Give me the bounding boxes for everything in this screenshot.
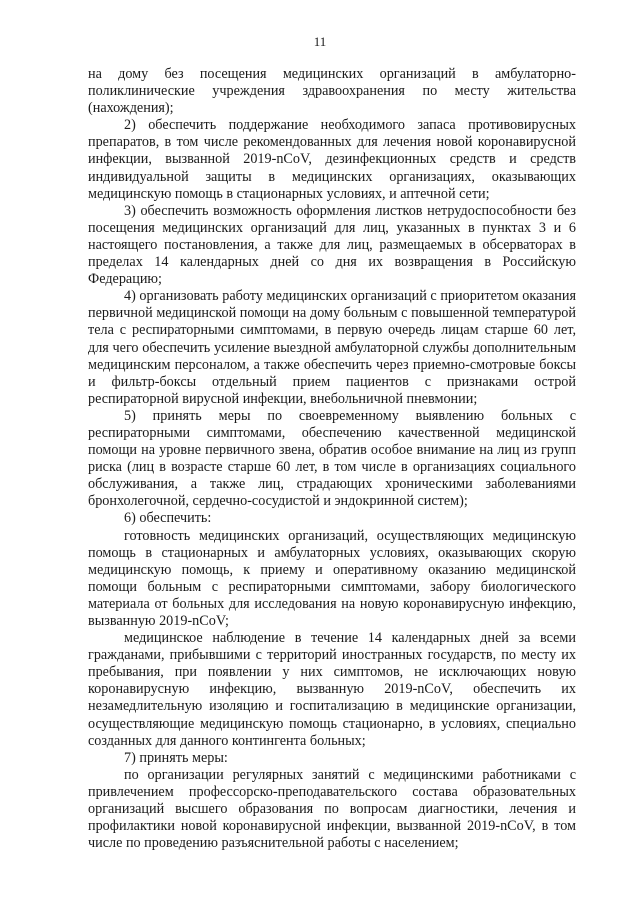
paragraph-training: по организации регулярных занятий с медицинскими работниками с привлечением профессорско-преподавательского состава образовательных организаций высшего образования по вопросам диагностики, лечения и профилактики новой коронавирусной инфекции, вызванной 2019-nCoV, в том числе по проведению разъяснительной работы с населением; (88, 766, 576, 852)
paragraph-item-5-detection: 5) принять меры по своевременному выявлению больных с респираторными симптомами, обеспечению качественной медицинской помощи на уровне первичного звена, обратив особое внимание на лиц из групп риска (лиц в возрасте старше 60 лет, в том числе в организациях социального обслуживания, а также лиц, страдающих хроническими заболеваниями бронхолегочной, сердечно-сосудистой и эндокринной систем); (88, 407, 576, 510)
paragraph-observation: медицинское наблюдение в течение 14 календарных дней за всеми гражданами, прибывшими с территорий иностранных государств, по месту их пребывания, при появлении у них симптомов, не исключающих новую коронавирусную инфекцию, вызванную 2019-nCoV, обеспечить их незамедлительную изоляцию и госпитализацию в медицинские организации, осуществляющие медицинскую помощь стационарно, в условиях, специально созданных для данного контингента больных; (88, 630, 576, 749)
paragraph-readiness: готовность медицинских организаций, осуществляющих медицинскую помощь в стационарных и амбулаторных условиях, оказывающих скорую медицинскую помощь, к приему и оперативному оказанию медицинской помощи больным с респираторными симптомами, забору биологического материала от больных для исследования на новую коронавирусную инфекцию, вызванную 2019-nCoV; (88, 527, 576, 629)
paragraph-item-6-heading: 6) обеспечить: (124, 510, 212, 527)
paragraph-home-visits: на дому без посещения медицинских организаций в амбулаторно-поликлинические учреждения здравоохранения по месту жительства (нахождения); (88, 66, 576, 117)
document-body (88, 66, 576, 852)
paragraph-item-2-antiviral-supply: 2) обеспечить поддержание необходимого запаса противовирусных препаратов, в том числе рекомендованных для лечения новой коронавирусной инфекции, вызванной 2019-nCoV, дезинфекционных средств и средств индивидуальной защиты в медицинских организациях, оказывающих медицинскую помощь в стационарных условиях, и аптечной сети; (88, 117, 576, 202)
paragraph-item-4-home-care: 4) организовать работу медицинских организаций с приоритетом оказания первичной медицинской помощи на дому больным с повышенной температурой тела с респираторными симптомами, в первую очередь лицам старше 60 лет, для чего обеспечить усиление выездной амбулаторной службы дополнительным медицинским персоналом, а также обеспечить через приемно-смотровые боксы и фильтр-боксы отдельный прием пациентов с признаками острой респираторной вирусной инфекции, внебольничной пневмонии; (88, 288, 576, 407)
paragraph-item-3-sick-leave: 3) обеспечить возможность оформления листков нетрудоспособности без посещения медицинских организаций для лиц, указанных в пунктах 3 и 6 настоящего постановления, а также для лиц, размещаемых в обсерваторах в пределах 14 календарных дней со дня их возвращения в Российскую Федерацию; (88, 202, 576, 288)
page-number: 11 (313, 34, 327, 49)
paragraph-item-7-heading: 7) принять меры: (124, 749, 228, 766)
